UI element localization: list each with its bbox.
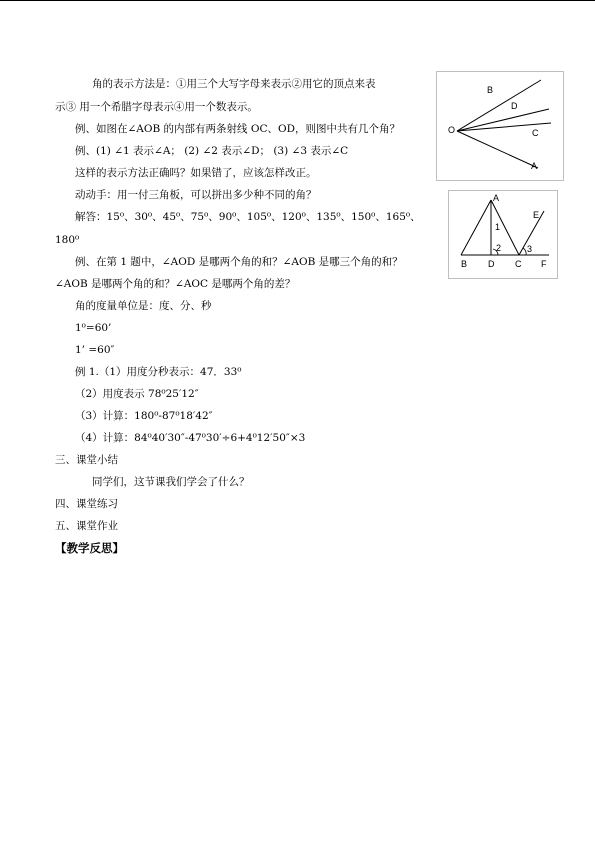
label-angle-2: 2 (496, 243, 502, 253)
text-line: 示③ 用一个希腊字母表示④用一个数表示。 (55, 101, 258, 113)
section-heading: 五、课堂作业 (55, 520, 118, 532)
text-line: 同学们，这节课我们学会了什么？ (92, 476, 250, 488)
text-line: 动动手：用一付三角板，可以拼出多少种不同的角？ (75, 189, 317, 201)
figure-triangle (448, 190, 558, 279)
rays-diagram (437, 72, 563, 180)
text-line: （3）计算：180⁰-87⁰18′42″ (75, 410, 213, 422)
label-angle-3: 3 (527, 244, 533, 254)
text-line: 这样的表示方法正确吗？如果错了，应该怎样改正。 (75, 167, 317, 179)
text-line: ∠AOB 是哪两个角的和？∠AOC 是哪两个角的差？ (55, 278, 296, 290)
label-o: O (448, 125, 456, 135)
reflection-heading: 【教学反思】 (55, 541, 124, 555)
ray-ob (457, 80, 541, 131)
label-a: A (493, 193, 500, 203)
text-line: 例、(1) ∠1 表示∠A； (2) ∠2 表示∠D； (3) ∠3 表示∠C (75, 145, 349, 157)
header-rule (0, 0, 595, 1)
text-line: （4）计算：84⁰40′30″-47⁰30′÷6+4⁰12′50″×3 (75, 432, 306, 444)
text-line: 例 1.（1）用度分秒表示：47．33⁰ (75, 366, 242, 378)
text-line: 角的度量单位是：度、分、秒 (75, 300, 212, 312)
text-line: 解答：15⁰、30⁰、45⁰、75⁰、90⁰、105⁰、120⁰、135⁰、150⁰、165⁰、 (75, 211, 421, 223)
label-d: D (511, 101, 518, 111)
text-line: 1⁰=60’ (75, 322, 112, 334)
label-c: C (515, 259, 522, 269)
label-c: C (532, 128, 539, 138)
label-angle-1: 1 (495, 222, 501, 232)
text-line: 1’ =60″ (75, 344, 115, 356)
label-a: A (531, 161, 538, 171)
text-line: 例、在第 1 题中，∠AOD 是哪两个角的和？∠AOB 是哪三个角的和？ (75, 256, 403, 268)
label-e: E (533, 210, 540, 220)
text-line: （2）用度表示 78⁰25′12″ (75, 388, 199, 400)
label-b: B (461, 259, 468, 269)
text-line: 例、如图在∠AOB 的内部有两条射线 OC、OD，则图中共有几个角？ (75, 123, 401, 135)
segment-ab (461, 200, 491, 255)
angle-arc-3 (523, 248, 526, 255)
section-heading: 三、课堂小结 (55, 454, 118, 466)
text-line: 180⁰ (55, 234, 80, 246)
label-b: B (487, 85, 494, 95)
label-d: D (488, 259, 495, 269)
triangle-diagram (449, 191, 557, 278)
ray-oa (457, 131, 538, 168)
figure-rays-aob (436, 71, 564, 181)
label-f: F (541, 259, 547, 269)
section-heading: 四、课堂练习 (55, 498, 118, 510)
text-line: 角的表示方法是：①用三个大写字母来表示②用它的顶点来表 (92, 78, 376, 90)
